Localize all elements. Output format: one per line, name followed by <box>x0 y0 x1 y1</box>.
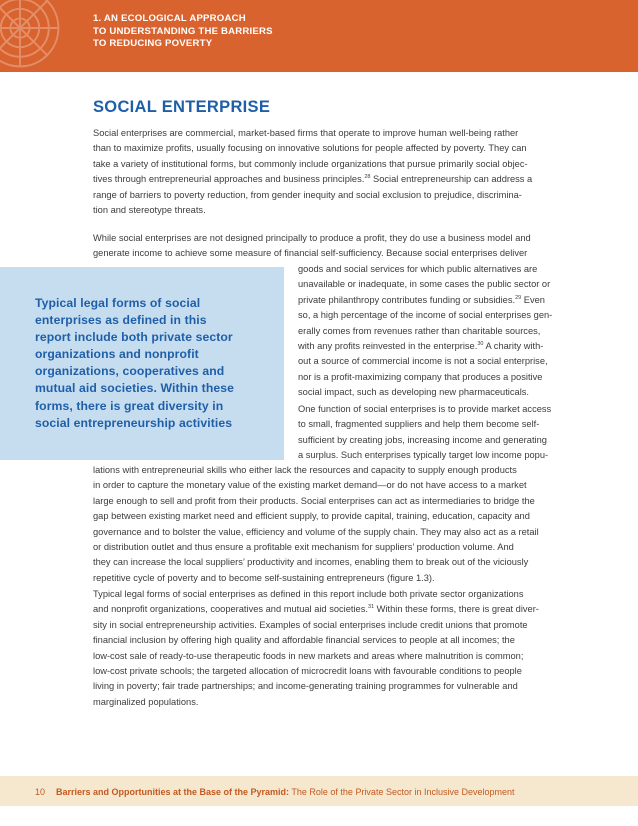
pull-quote-line: organizations, cooperatives and <box>35 364 225 379</box>
paragraph-business-model-continued <box>298 262 562 401</box>
text-line: they can increase the local suppliers’ productivity and incomes, enabling them to break out of the viciously <box>93 557 529 568</box>
text-segment: A charity with- <box>483 341 544 352</box>
text-line: financial inclusion by offering high quality and affordable financial services to people at all incomes; the <box>93 635 515 646</box>
text-line: erally comes from revenues rather than charitable sources, <box>298 325 541 336</box>
text-line: than to maximize profits, usually focusing on innovative solutions for people affected by poverty. They can <box>93 143 527 154</box>
text-line: tion and stereotype threats. <box>93 205 206 216</box>
paragraph-social-enterprise-definition <box>93 126 561 218</box>
pull-quote-line: report include both private sector <box>35 330 233 345</box>
text-segment: tives through entrepreneurial approaches and business principles. <box>93 174 365 185</box>
un-emblem-icon <box>0 0 68 76</box>
text-line: social impact, such as developing new pharmaceuticals. <box>298 387 529 398</box>
paragraph-legal-forms <box>93 587 562 710</box>
text-line: or distribution outlet and thus ensure a profitable exit mechanism for suppliers’ production volume. And <box>93 542 514 553</box>
text-line: While social enterprises are not designed principally to produce a profit, they do use a business model and <box>93 233 531 243</box>
text-line: range of barriers to poverty reduction, from gender inequity and social exclusion to prejudice, discrimina- <box>93 189 522 200</box>
text-line: low-cost sale of ready-to-use therapeutic foods in new markets and areas where malnutrition is common; <box>93 650 524 661</box>
paragraph-business-model <box>93 231 561 262</box>
text-line: in order to capture the monetary value of the existing market demand—or do not have access to a market <box>93 480 527 491</box>
footnote-ref[interactable]: 29 <box>515 294 522 301</box>
text-line: sufficient by creating jobs, increasing income and generating <box>298 434 547 445</box>
text-line: low-cost private schools; the targeted allocation of microcredit loans with favourable conditions to people <box>93 666 522 677</box>
pull-quote-line: social entrepreneurship activities <box>35 415 233 430</box>
text-line <box>298 293 562 308</box>
text-line: governance and to bolster the value, efficiency and volume of the supply chain. They may also act as a retail <box>93 526 539 537</box>
chapter-title-line: TO REDUCING POVERTY <box>93 38 213 49</box>
text-line <box>93 172 561 187</box>
footer-title-rest: The Role of the Private Sector in Inclusive Development <box>289 787 515 797</box>
text-line: unavailable or inadequate, in some cases the public sector or <box>298 279 551 290</box>
text-line <box>298 339 562 354</box>
pull-quote-text <box>35 295 285 432</box>
text-line: gap between existing market need and efficient supply, to provide capital, training, education, capacity and <box>93 511 530 522</box>
pull-quote-line: enterprises as defined in this <box>35 313 207 328</box>
text-line: so, a high percentage of the income of social enterprises gen- <box>298 310 553 321</box>
text-line: lations with entrepreneurial skills who either lack the resources and capacity to supply enough products <box>93 465 517 475</box>
paragraph-market-access <box>298 402 562 464</box>
paragraph-market-access-continued <box>93 463 562 586</box>
text-segment: with any profits reinvested in the enterprise. <box>298 341 478 352</box>
text-line: take a variety of institutional forms, but commonly include organizations that pursue primarily social objec- <box>93 158 528 169</box>
pull-quote-line: mutual aid societies. Within these <box>35 381 235 396</box>
text-line: goods and social services for which public alternatives are <box>298 264 538 274</box>
page-number: 10 <box>35 787 46 797</box>
running-footer-title <box>56 787 515 797</box>
text-line: large enough to sell and profit from their products. Social enterprises can act as intermediaries to bridge the <box>93 495 535 506</box>
text-segment: private philanthropy contributes funding or subsidies. <box>298 294 516 305</box>
text-line: Social enterprises are commercial, market-based firms that operate to improve human well-being rather <box>93 128 519 138</box>
text-segment: and nonprofit organizations, cooperatives and mutual aid societies. <box>93 604 368 615</box>
chapter-header <box>0 0 638 72</box>
pull-quote-line: organizations and nonprofit <box>35 347 199 362</box>
text-line: living in poverty; fair trade partnerships; and income-generating training programmes for vulnerable and <box>93 681 518 692</box>
text-line <box>93 602 562 617</box>
text-segment: Within these forms, there is great diver- <box>374 604 539 615</box>
footnote-ref[interactable]: 30 <box>477 341 484 348</box>
footer-title-bold: Barriers and Opportunities at the Base of the Pyramid: <box>56 787 290 797</box>
footnote-ref[interactable]: 31 <box>367 604 375 611</box>
text-line: a surplus. Such enterprises typically target low income popu- <box>298 450 549 461</box>
chapter-title-line: 1. AN ECOLOGICAL APPROACH <box>93 13 246 24</box>
section-title: SOCIAL ENTERPRISE <box>93 98 271 116</box>
text-line: repetitive cycle of poverty and to become self-sustaining entrepreneurs (figure 1.3). <box>93 572 435 583</box>
text-line: sity in social entrepreneurship activities. Examples of social enterprises include credit unions that promote <box>93 619 528 630</box>
text-line: marginalized populations. <box>93 696 199 707</box>
chapter-title <box>93 13 393 51</box>
text-line: Typical legal forms of social enterprises as defined in this report include both private sector organizations <box>93 589 524 599</box>
text-segment: Even <box>521 294 545 305</box>
chapter-title-line: TO UNDERSTANDING THE BARRIERS <box>93 25 273 37</box>
pull-quote-line: forms, there is great diversity in <box>35 398 224 413</box>
text-line: nor is a profit-maximizing company that produces a positive <box>298 371 543 382</box>
text-segment: Social entrepreneurship can address a <box>370 174 533 185</box>
footnote-ref[interactable]: 28 <box>364 174 371 181</box>
text-line: out a source of commercial income is not a social enterprise, <box>298 356 548 367</box>
pull-quote-line: Typical legal forms of social <box>35 296 201 310</box>
text-line: to small, fragmented suppliers and help them become self- <box>298 419 540 430</box>
text-line: generate income to achieve some measure of financial self-sufficiency. Because social enterprises deliver <box>93 248 528 259</box>
text-line: One function of social enterprises is to provide market access <box>298 404 552 414</box>
